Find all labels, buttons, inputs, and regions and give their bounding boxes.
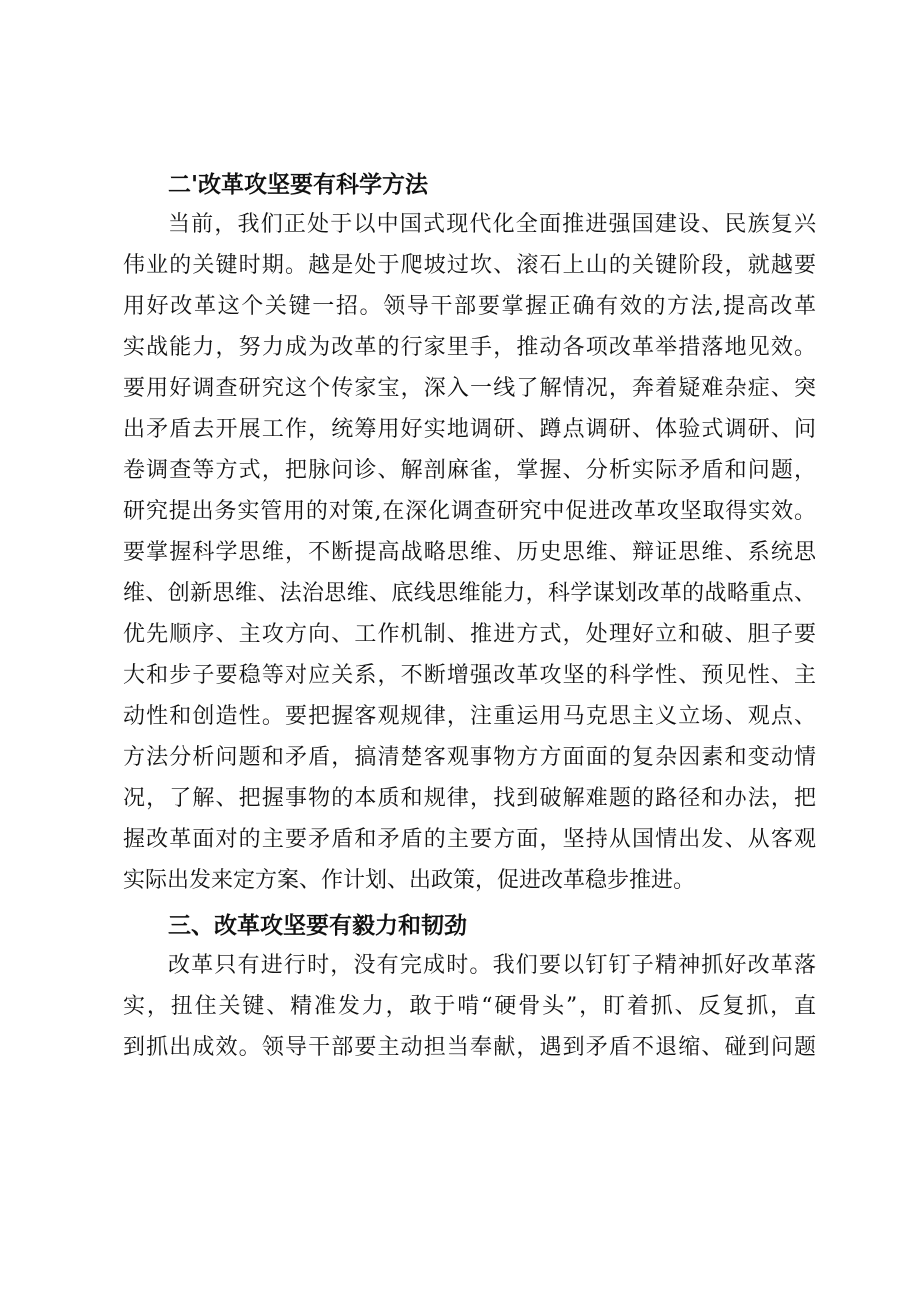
paragraph-line: 维、创新思维、法治思维、底线思维能力，科学谋划改革的战略重点、	[123, 581, 816, 606]
paragraph-line: 改革只有进行时，没有完成时。我们要以钉钉子精神抓好改革落	[168, 953, 816, 978]
paragraph-line: 研究提出务实管用的对策,在深化调查研究中促进改革攻坚取得实效。	[123, 499, 816, 524]
paragraph-line: 当前，我们正处于以中国式现代化全面推进强国建设、民族复兴	[168, 212, 816, 237]
paragraph-line: 要用好调查研究这个传家宝，深入一线了解情况，奔着疑难杂症、突	[123, 376, 816, 401]
paragraph-line: 伟业的关键时期。越是处于爬坡过坎、滚石上山的关键阶段，就越要	[123, 253, 816, 278]
section-3-heading: 三、改革攻坚要有毅力和韧劲	[168, 913, 467, 939]
paragraph-line: 动性和创造性。要把握客观规律，注重运用马克思主义立场、观点、	[123, 704, 816, 729]
paragraph-line: 实战能力，努力成为改革的行家里手，推动各项改革举措落地见效。	[123, 335, 816, 360]
paragraph-line: 卷调查等方式，把脉问诊、解剖麻雀，掌握、分析实际矛盾和问题，	[123, 458, 816, 483]
paragraph-line: 实际出发来定方案、作计划、出政策，促进改革稳步推进。	[123, 868, 696, 893]
paragraph-line: 要掌握科学思维，不断提高战略思维、历史思维、辩证思维、系统思	[123, 540, 816, 565]
paragraph-line: 实，扭住关键、精准发力，敢于啃“硬骨头”，盯着抓、反复抓，直	[123, 994, 816, 1019]
paragraph-line: 况，了解、把握事物的本质和规律，找到破解难题的路径和办法，把	[123, 786, 816, 811]
paragraph-line: 优先顺序、主攻方向、工作机制、推进方式，处理好立和破、胆子要	[123, 622, 816, 647]
paragraph-line: 到抓出成效。领导干部要主动担当奉献，遇到矛盾不退缩、碰到问题	[123, 1035, 816, 1060]
paragraph-line: 握改革面对的主要矛盾和矛盾的主要方面，坚持从国情出发、从客观	[123, 827, 816, 852]
paragraph-line: 大和步子要稳等对应关系，不断增强改革攻坚的科学性、预见性、主	[123, 663, 816, 688]
section-2-heading: 二'改革攻坚要有科学方法	[168, 172, 429, 198]
paragraph-line: 出矛盾去开展工作，统筹用好实地调研、蹲点调研、体验式调研、问	[123, 417, 816, 442]
paragraph-line: 用好改革这个关键一招。领导干部要掌握正确有效的方法,提高改革	[123, 294, 816, 319]
paragraph-line: 方法分析问题和矛盾，搞清楚客观事物方方面面的复杂因素和变动情	[123, 745, 816, 770]
